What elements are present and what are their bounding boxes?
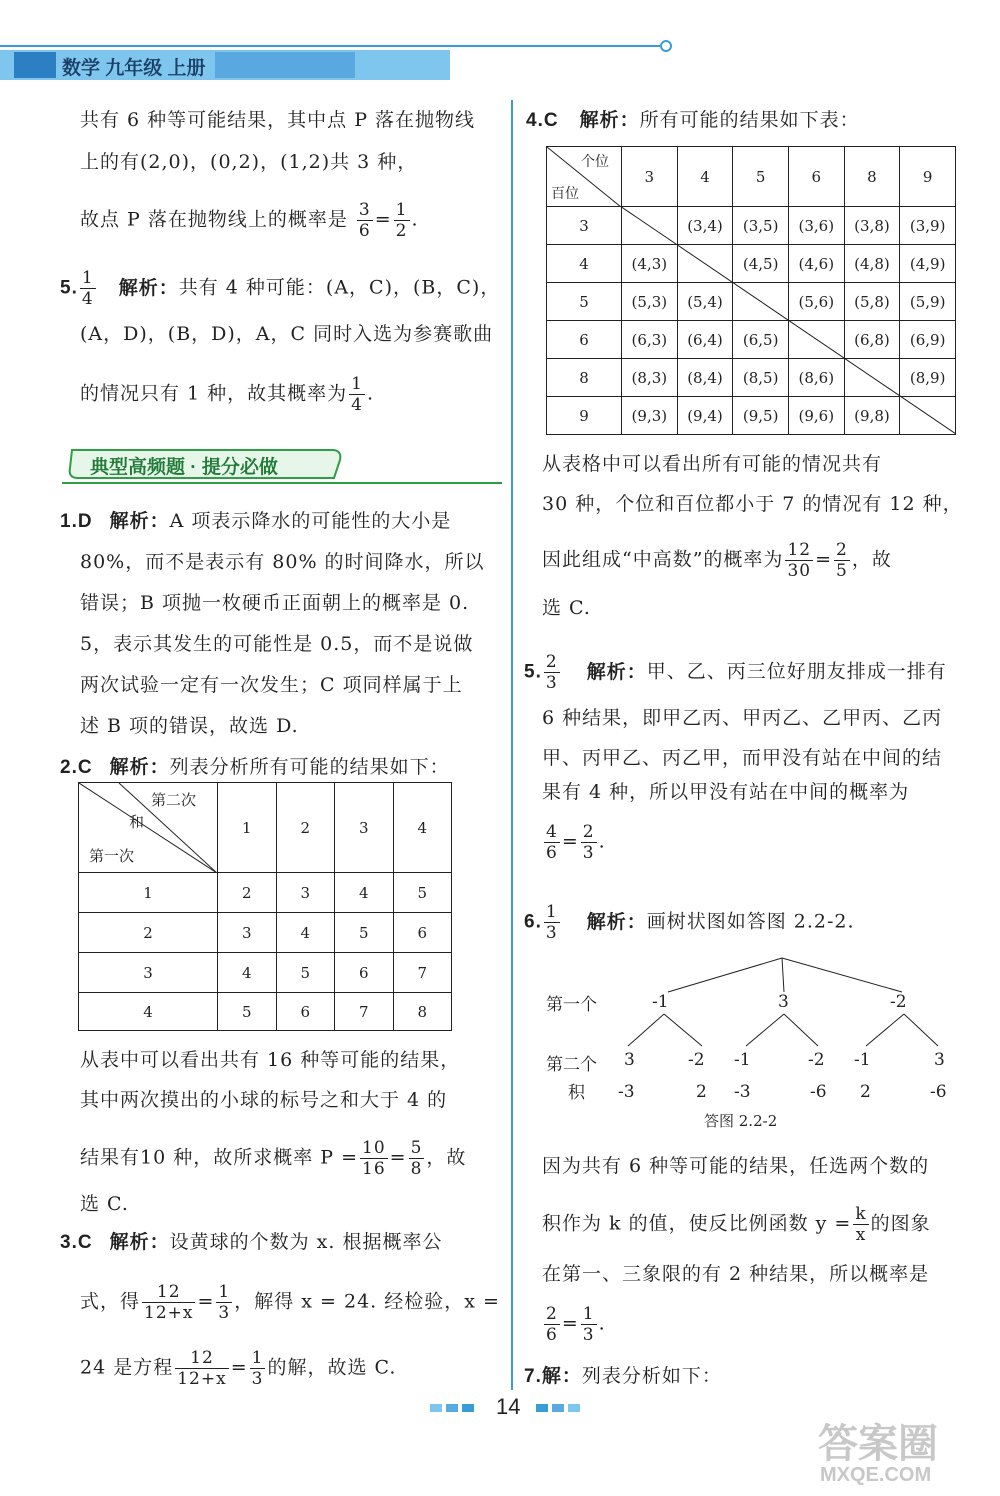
fraction — [853, 1204, 868, 1245]
text-span: 画树状图如答图 2.2-2. — [646, 910, 855, 933]
period: . — [598, 1312, 606, 1335]
table-cell: 5 — [393, 873, 452, 913]
denominator: 3 — [545, 923, 558, 943]
fraction — [581, 822, 597, 863]
denominator: 2 — [395, 221, 408, 241]
numerator: 12 — [142, 1282, 195, 1303]
table-cell: 5 — [335, 913, 394, 953]
table-cell: (6,9) — [900, 321, 956, 359]
numerator: 5 — [410, 1138, 423, 1158]
text-line: 从表格中可以看出所有可能的情况共有 — [542, 453, 883, 475]
question-2 — [60, 753, 450, 782]
tree-product: -3 — [734, 1082, 751, 1102]
question-number: 1.D — [60, 511, 93, 532]
table-header-row — [79, 783, 452, 873]
row-header: 9 — [547, 397, 622, 435]
numerator: 1 — [251, 1348, 264, 1368]
text-line: 因为共有 6 种等可能的结果，任选两个数的 — [542, 1155, 930, 1177]
text-line: 甲、丙甲乙、丙乙甲，而甲没有站在中间的结 — [542, 747, 943, 769]
table-cell: (5,4) — [677, 283, 733, 321]
table-cell: 8 — [393, 993, 452, 1031]
table-cell: (3,5) — [733, 207, 789, 245]
text-line — [542, 1204, 931, 1245]
header-second: 第二次 — [151, 791, 197, 809]
analysis-label: 解析： — [586, 911, 647, 933]
tree-node: 3 — [934, 1050, 945, 1070]
question-number: 7.解： — [524, 1366, 582, 1387]
fraction — [175, 1348, 228, 1389]
question-1 — [60, 507, 451, 536]
page-header — [0, 48, 470, 88]
table-cell: (9,5) — [733, 397, 789, 435]
table-cell: 4 — [218, 953, 277, 993]
section-title: 典型高频题 · 提分必做 — [90, 457, 278, 478]
text-span: A 项表示降水的可能性的大小是 — [169, 510, 452, 532]
watermark-url: MXQE.COM — [820, 1464, 932, 1486]
table-diagonal — [620, 206, 956, 434]
text-span: 的解，故选 C. — [267, 1356, 397, 1379]
table-corner-cell — [547, 147, 622, 207]
table-corner-cell — [79, 783, 218, 873]
tree-node: 3 — [624, 1050, 635, 1070]
row-header: 6 — [547, 321, 622, 359]
text-line: (A，D)，(B，D)，A，C 同时入选为参赛歌曲 — [80, 323, 494, 345]
fraction — [142, 1282, 195, 1323]
tree-node: -2 — [890, 992, 907, 1012]
denominator: 3 — [582, 1325, 595, 1345]
sum-table — [78, 782, 452, 1031]
table-header-row — [547, 147, 956, 207]
fraction — [357, 200, 373, 241]
text-line: 两次试验一定有一次发生；C 项同样属于上 — [80, 674, 463, 696]
col-header: 1 — [218, 783, 277, 873]
text-line: 80%，而不是表示有 80% 的时间降水，所以 — [80, 551, 485, 573]
tree-product: -6 — [810, 1082, 827, 1102]
numerator: 12 — [787, 540, 812, 560]
text-span: 积作为 k 的值，使反比例函数 y = — [542, 1212, 852, 1235]
header-first: 第一次 — [89, 847, 135, 865]
table-cell: (9,4) — [677, 397, 733, 435]
denominator: 4 — [81, 289, 94, 309]
numerator: 2 — [836, 540, 848, 560]
analysis-label: 解析： — [109, 1232, 170, 1253]
denominator: 6 — [546, 1325, 558, 1345]
col-header: 3 — [335, 783, 394, 873]
table-cell: (9,8) — [844, 397, 900, 435]
fraction — [216, 1282, 232, 1323]
text-line: 错误；B 项抛一枚硬币正面朝上的概率是 0. — [80, 592, 470, 614]
row-header: 5 — [547, 283, 622, 321]
question-number: 5. — [524, 661, 542, 683]
table-cell: (6,8) — [844, 321, 900, 359]
denominator: 6 — [358, 221, 371, 241]
table-cell: (8,9) — [900, 359, 956, 397]
tree-node: -1 — [854, 1050, 871, 1070]
fraction — [394, 200, 410, 241]
table-row — [79, 913, 452, 953]
denominator: 3 — [251, 1369, 264, 1389]
text-line: 其中两次摸出的小球的标号之和大于 4 的 — [80, 1089, 448, 1111]
denominator: 4 — [351, 395, 363, 415]
table-cell: 3 — [218, 913, 277, 953]
header-title: 数学 九年级 上册 — [62, 58, 206, 79]
row-header: 4 — [79, 993, 218, 1031]
header-hundreds: 百位 — [551, 186, 579, 202]
text-span: 因此组成“中高数”的概率为 — [542, 548, 784, 571]
table-cell: (9,3) — [622, 397, 678, 435]
fraction — [250, 1348, 266, 1389]
table-cell: (5,8) — [844, 283, 900, 321]
text-line: 果有 4 种，所以甲没有站在中间的概率为 — [542, 781, 910, 803]
numerator: 1 — [545, 902, 558, 922]
table-cell: (4,8) — [844, 245, 900, 283]
watermark-logo: 答案圈 — [818, 1421, 938, 1467]
question-number: 3.C — [60, 1232, 93, 1253]
text-span: 甲、乙、丙三位好朋友排成一排有 — [646, 660, 947, 683]
table-cell: (4,3) — [622, 245, 678, 283]
analysis-label: 解析： — [109, 757, 170, 778]
header-ones: 个位 — [581, 154, 609, 170]
text-line: 24 是方程 $\frac{12}{12+x}$ = $\frac{1}{3}$ 的解，故选 C. — [80, 1348, 397, 1389]
table-cell: (3,4) — [677, 207, 733, 245]
row-header: 3 — [547, 207, 622, 245]
denominator: 12+x — [177, 1369, 227, 1389]
text-span: 设黄球的个数为 x. 根据概率公 — [169, 1231, 443, 1253]
fraction — [360, 1138, 388, 1179]
col-header: 4 — [677, 147, 733, 207]
tree-row-label: 第二个 — [546, 1055, 597, 1075]
denominator: 5 — [836, 561, 848, 581]
denominator: 3 — [582, 843, 595, 863]
table-cell: 7 — [393, 953, 452, 993]
text-line: 6 种结果，即甲乙丙、甲丙乙、乙甲丙、乙丙 — [542, 707, 943, 729]
period: . — [598, 830, 606, 853]
table-cell: 6 — [276, 993, 335, 1031]
answer-fraction — [80, 268, 96, 309]
row-header: 4 — [547, 245, 622, 283]
table-cell: 4 — [335, 873, 394, 913]
col-header: 9 — [900, 147, 956, 207]
table-cell: (4,9) — [900, 245, 956, 283]
text-span: 24 是方程 — [80, 1356, 174, 1379]
tree-node: -2 — [688, 1050, 705, 1070]
text-line: 因此组成“中高数”的概率为 $\frac{12}{30}$ = $\frac{2}{5}$ ，故 — [542, 540, 892, 581]
denominator: 12+x — [144, 1303, 194, 1323]
table-cell: (6,4) — [677, 321, 733, 359]
text-line: 在第一、三象限的有 2 种结果，所以概率是 — [542, 1263, 930, 1285]
table-cell: 6 — [393, 913, 452, 953]
denominator: 3 — [545, 673, 558, 693]
tree-caption: 答图 2.2-2 — [704, 1112, 778, 1130]
text-span: ，解得 x = 24. 经检验，x = — [234, 1290, 500, 1313]
text-line: 选 C. — [542, 597, 591, 619]
tree-product: 2 — [860, 1082, 871, 1102]
answer-fraction — [544, 652, 560, 693]
tree-lines — [540, 950, 960, 1130]
table-cell: 5 — [218, 993, 277, 1031]
text-line: $\frac{4}{6}$ = $\frac{2}{3}$ . — [546, 822, 606, 863]
denominator: 6 — [546, 843, 558, 863]
numerator: 10 — [362, 1138, 386, 1158]
tree-product: -6 — [930, 1082, 947, 1102]
table-row — [79, 953, 452, 993]
period: . — [411, 208, 419, 231]
fraction — [834, 540, 850, 581]
table-cell: (8,3) — [622, 359, 678, 397]
table-cell: (8,5) — [733, 359, 789, 397]
text-span: 的图象 — [870, 1212, 931, 1235]
fraction — [785, 540, 813, 581]
analysis-label: 解析： — [109, 511, 170, 532]
question-number: 4.C — [526, 110, 559, 131]
table-cell: (6,3) — [622, 321, 678, 359]
question-number: 2.C — [60, 757, 93, 778]
header-sum: 和 — [129, 813, 145, 831]
text-span: 的情况只有 1 种，故其概率为 — [80, 382, 348, 405]
analysis-label: 解析： — [579, 110, 640, 131]
analysis-label: 解析： — [118, 277, 179, 299]
question-number: 6. — [524, 911, 542, 933]
question-6 — [524, 902, 855, 943]
fraction — [349, 374, 365, 415]
question-number: 5. — [60, 277, 78, 299]
text-span: 列表分析如下： — [581, 1365, 722, 1387]
page-footer — [0, 1394, 1000, 1494]
text-span: 式，得 — [80, 1290, 141, 1313]
text-line: 述 B 项的错误，故选 D. — [80, 715, 299, 737]
question-7 — [524, 1362, 722, 1391]
col-header: 3 — [622, 147, 678, 207]
text-span: ，故 — [426, 1146, 467, 1169]
table-cell: 4 — [276, 913, 335, 953]
numerator: 2 — [545, 652, 558, 672]
text-line: 共有 6 种等可能结果，其中点 P 落在抛物线 — [80, 109, 476, 131]
question-5-right — [524, 652, 947, 693]
text-span: 所有可能的结果如下表： — [639, 109, 860, 131]
table-cell: (5,9) — [900, 283, 956, 321]
fraction — [409, 1138, 425, 1179]
table-cell: 2 — [218, 873, 277, 913]
page-number: 14 — [496, 1394, 521, 1419]
text-line — [80, 374, 374, 415]
text-line: 从表中可以看出共有 16 种等可能的结果， — [80, 1049, 461, 1071]
col-header: 2 — [276, 783, 335, 873]
table-cell: (6,5) — [733, 321, 789, 359]
table-cell: (3,8) — [844, 207, 900, 245]
tree-node: -1 — [734, 1050, 751, 1070]
tree-product: 2 — [696, 1082, 707, 1102]
table-cell: (5,6) — [788, 283, 844, 321]
text-line: 30 种，个位和百位都小于 7 的情况有 12 种， — [542, 493, 963, 515]
table-cell: (4,6) — [788, 245, 844, 283]
numerator: k — [855, 1204, 867, 1224]
text-span: 故点 P 落在抛物线上的概率是 — [80, 208, 348, 231]
denominator: 8 — [410, 1159, 423, 1179]
period: . — [367, 382, 375, 405]
text-line: 上的有(2,0)，(0,2)，(1,2)共 3 种， — [80, 151, 418, 173]
table-cell: 5 — [276, 953, 335, 993]
col-header: 8 — [844, 147, 900, 207]
row-header: 3 — [79, 953, 218, 993]
table-row — [79, 873, 452, 913]
text-span: ，故 — [851, 548, 892, 571]
col-header: 6 — [788, 147, 844, 207]
numerator: 1 — [218, 1282, 231, 1302]
column-divider — [511, 100, 513, 1390]
row-header: 8 — [547, 359, 622, 397]
analysis-label: 解析： — [586, 661, 647, 683]
row-header: 2 — [79, 913, 218, 953]
table-cell: (4,5) — [733, 245, 789, 283]
numerator: 12 — [175, 1348, 228, 1369]
denominator: 3 — [218, 1303, 231, 1323]
fraction — [544, 1304, 560, 1345]
numerator: 1 — [582, 1304, 595, 1324]
text-line: 故点 P 落在抛物线上的概率是 $\frac{3}{6}$ = $\frac{1}{2}$ . — [80, 200, 419, 241]
tree-node: -2 — [808, 1050, 825, 1070]
table-cell: 6 — [335, 953, 394, 993]
tree-diagram — [540, 950, 960, 1130]
tree-row-label: 积 — [568, 1083, 585, 1103]
answer-fraction — [544, 902, 560, 943]
text-span: 列表分析所有可能的结果如下： — [169, 756, 450, 778]
numerator: 1 — [351, 374, 363, 394]
text-line: 选 C. — [80, 1193, 129, 1215]
numerator: 2 — [546, 1304, 558, 1324]
text-line: 5，表示其发生的可能性是 0.5，而不是说做 — [80, 633, 474, 655]
section-banner — [62, 448, 347, 482]
section-underline — [62, 482, 502, 484]
tree-row-label: 第一个 — [546, 995, 597, 1015]
numerator: 3 — [358, 200, 371, 220]
table-cell: (8,4) — [677, 359, 733, 397]
tree-product: -3 — [618, 1082, 635, 1102]
col-header: 4 — [393, 783, 452, 873]
table-cell: (9,6) — [788, 397, 844, 435]
tree-node: -1 — [652, 992, 669, 1012]
numerator: 1 — [81, 268, 94, 288]
text-span: 共有 4 种可能：(A，C)，(B，C)， — [178, 276, 501, 299]
numerator: 2 — [582, 822, 595, 842]
fraction — [544, 822, 560, 863]
numerator: 1 — [395, 200, 408, 220]
question-4 — [526, 106, 860, 135]
tree-node: 3 — [778, 992, 789, 1012]
table-cell: (5,3) — [622, 283, 678, 321]
question-3 — [60, 1228, 442, 1257]
table-cell: (3,6) — [788, 207, 844, 245]
text-line: $\frac{2}{6}$ = $\frac{1}{3}$ . — [546, 1304, 606, 1345]
text-line: 式，得 $\frac{12}{12+x}$ = $\frac{1}{3}$ ，解得 x = 24. 经检验，x = — [80, 1282, 500, 1323]
denominator: x — [855, 1225, 867, 1245]
table-cell: 3 — [276, 873, 335, 913]
denominator: 30 — [787, 561, 812, 581]
table-cell: (3,9) — [900, 207, 956, 245]
row-header: 1 — [79, 873, 218, 913]
denominator: 16 — [362, 1159, 386, 1179]
table-cell: 7 — [335, 993, 394, 1031]
text-line: 结果有10 种，故所求概率 P = $\frac{10}{16}$ = $\frac{5}{8}$ ，故 — [80, 1138, 467, 1179]
fraction — [581, 1304, 597, 1345]
col-header: 5 — [733, 147, 789, 207]
question-5 — [60, 268, 500, 309]
table-cell: (8,6) — [788, 359, 844, 397]
table-row — [79, 993, 452, 1031]
numerator: 4 — [546, 822, 558, 842]
text-span: 结果有10 种，故所求概率 P = — [80, 1146, 359, 1169]
